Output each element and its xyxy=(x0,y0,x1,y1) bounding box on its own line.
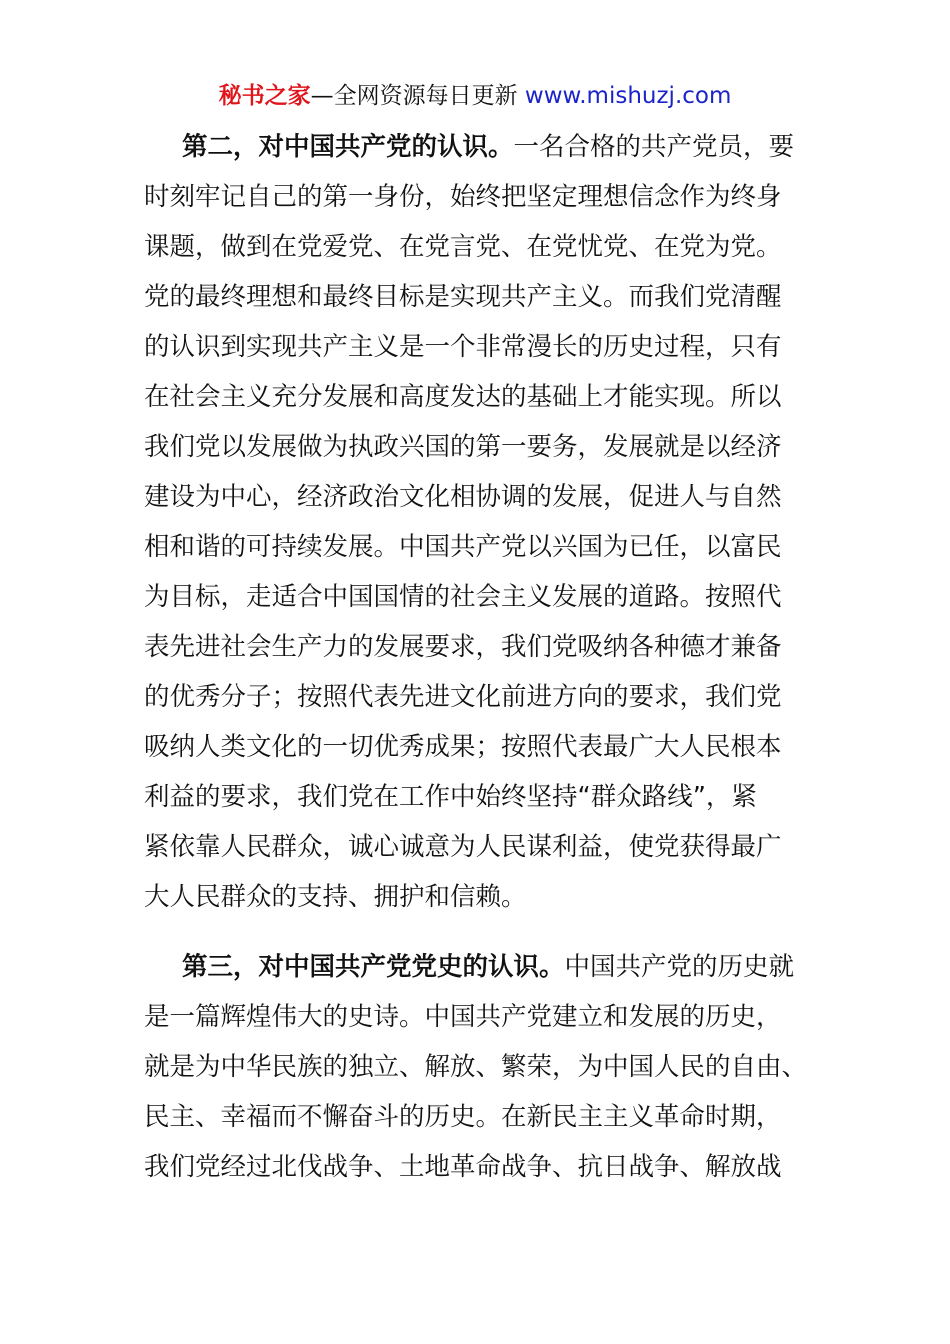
text-line xyxy=(144,322,804,372)
line-text: 就是为中华民族的独立、解放、繁荣，为中国人民的自由、 xyxy=(144,1052,808,1082)
paragraph-heading: 第二，对中国共产党的认识。 xyxy=(182,132,514,162)
line-text: 我们党经过北伐战争、土地革命战争、抗日战争、解放战 xyxy=(144,1152,782,1182)
line-text: 课题，做到在党爱党、在党言党、在党忧党、在党为党。 xyxy=(144,232,782,262)
paragraph-party-history xyxy=(144,942,808,1192)
line-text: 在社会主义充分发展和高度发达的基础上才能实现。所以 xyxy=(144,382,782,412)
text-line xyxy=(144,622,804,672)
text-line xyxy=(144,572,804,622)
line-text: 利益的要求，我们党在工作中始终坚持“群众路线”，紧 xyxy=(144,782,757,812)
line-text: 是一篇辉煌伟大的史诗。中国共产党建立和发展的历史， xyxy=(144,1002,782,1032)
line-text: 为目标，走适合中国国情的社会主义发展的道路。按照代 xyxy=(144,582,782,612)
text-line xyxy=(144,122,804,172)
line-text: 吸纳人类文化的一切优秀成果；按照代表最广大人民根本 xyxy=(144,732,782,762)
line-text: 一名合格的共产党员，要 xyxy=(513,132,795,162)
text-line xyxy=(144,422,804,472)
text-line xyxy=(144,772,804,822)
paragraph-heading: 第三，对中国共产党党史的认识。 xyxy=(182,952,565,982)
text-line xyxy=(144,672,804,722)
brand-name: 秘书之家 xyxy=(218,83,311,109)
text-line xyxy=(144,472,804,522)
text-line xyxy=(144,222,804,272)
document-body xyxy=(144,122,808,1192)
text-line xyxy=(144,372,804,422)
text-line xyxy=(144,1142,804,1192)
line-text: 建设为中心，经济政治文化相协调的发展，促进人与自然 xyxy=(144,482,782,512)
line-text: 民主、幸福而不懈奋斗的历史。在新民主主义革命时期， xyxy=(144,1102,782,1132)
text-line xyxy=(144,722,804,772)
line-text: 党的最终理想和最终目标是实现共产主义。而我们党清醒 xyxy=(144,282,782,312)
text-line xyxy=(144,872,804,922)
line-text: 中国共产党的历史就 xyxy=(564,952,795,982)
site-url-link[interactable]: www.mishuzj.com xyxy=(524,83,732,109)
line-text: 大人民群众的支持、拥护和信赖。 xyxy=(144,882,527,912)
line-text: 时刻牢记自己的第一身份，始终把坚定理想信念作为终身 xyxy=(144,182,782,212)
line-text: 紧依靠人民群众，诚心诚意为人民谋利益，使党获得最广 xyxy=(144,832,782,862)
line-text: 相和谐的可持续发展。中国共产党以兴国为已任，以富民 xyxy=(144,532,782,562)
text-line xyxy=(144,172,804,222)
text-line xyxy=(144,822,804,872)
line-text: 我们党以发展做为执政兴国的第一要务，发展就是以经济 xyxy=(144,432,782,462)
text-line xyxy=(144,522,804,572)
text-line xyxy=(144,272,804,322)
text-line xyxy=(144,942,804,992)
page-header xyxy=(0,80,950,112)
line-text: 的认识到实现共产主义是一个非常漫长的历史过程，只有 xyxy=(144,332,782,362)
line-text: 表先进社会生产力的发展要求，我们党吸纳各种德才兼备 xyxy=(144,632,782,662)
header-tagline: —全网资源每日更新 xyxy=(310,83,525,109)
text-line xyxy=(144,1092,804,1142)
text-line xyxy=(144,992,804,1042)
paragraph-party-understanding xyxy=(144,122,804,922)
text-line xyxy=(144,1042,808,1092)
line-text: 的优秀分子；按照代表先进文化前进方向的要求，我们党 xyxy=(144,682,782,712)
